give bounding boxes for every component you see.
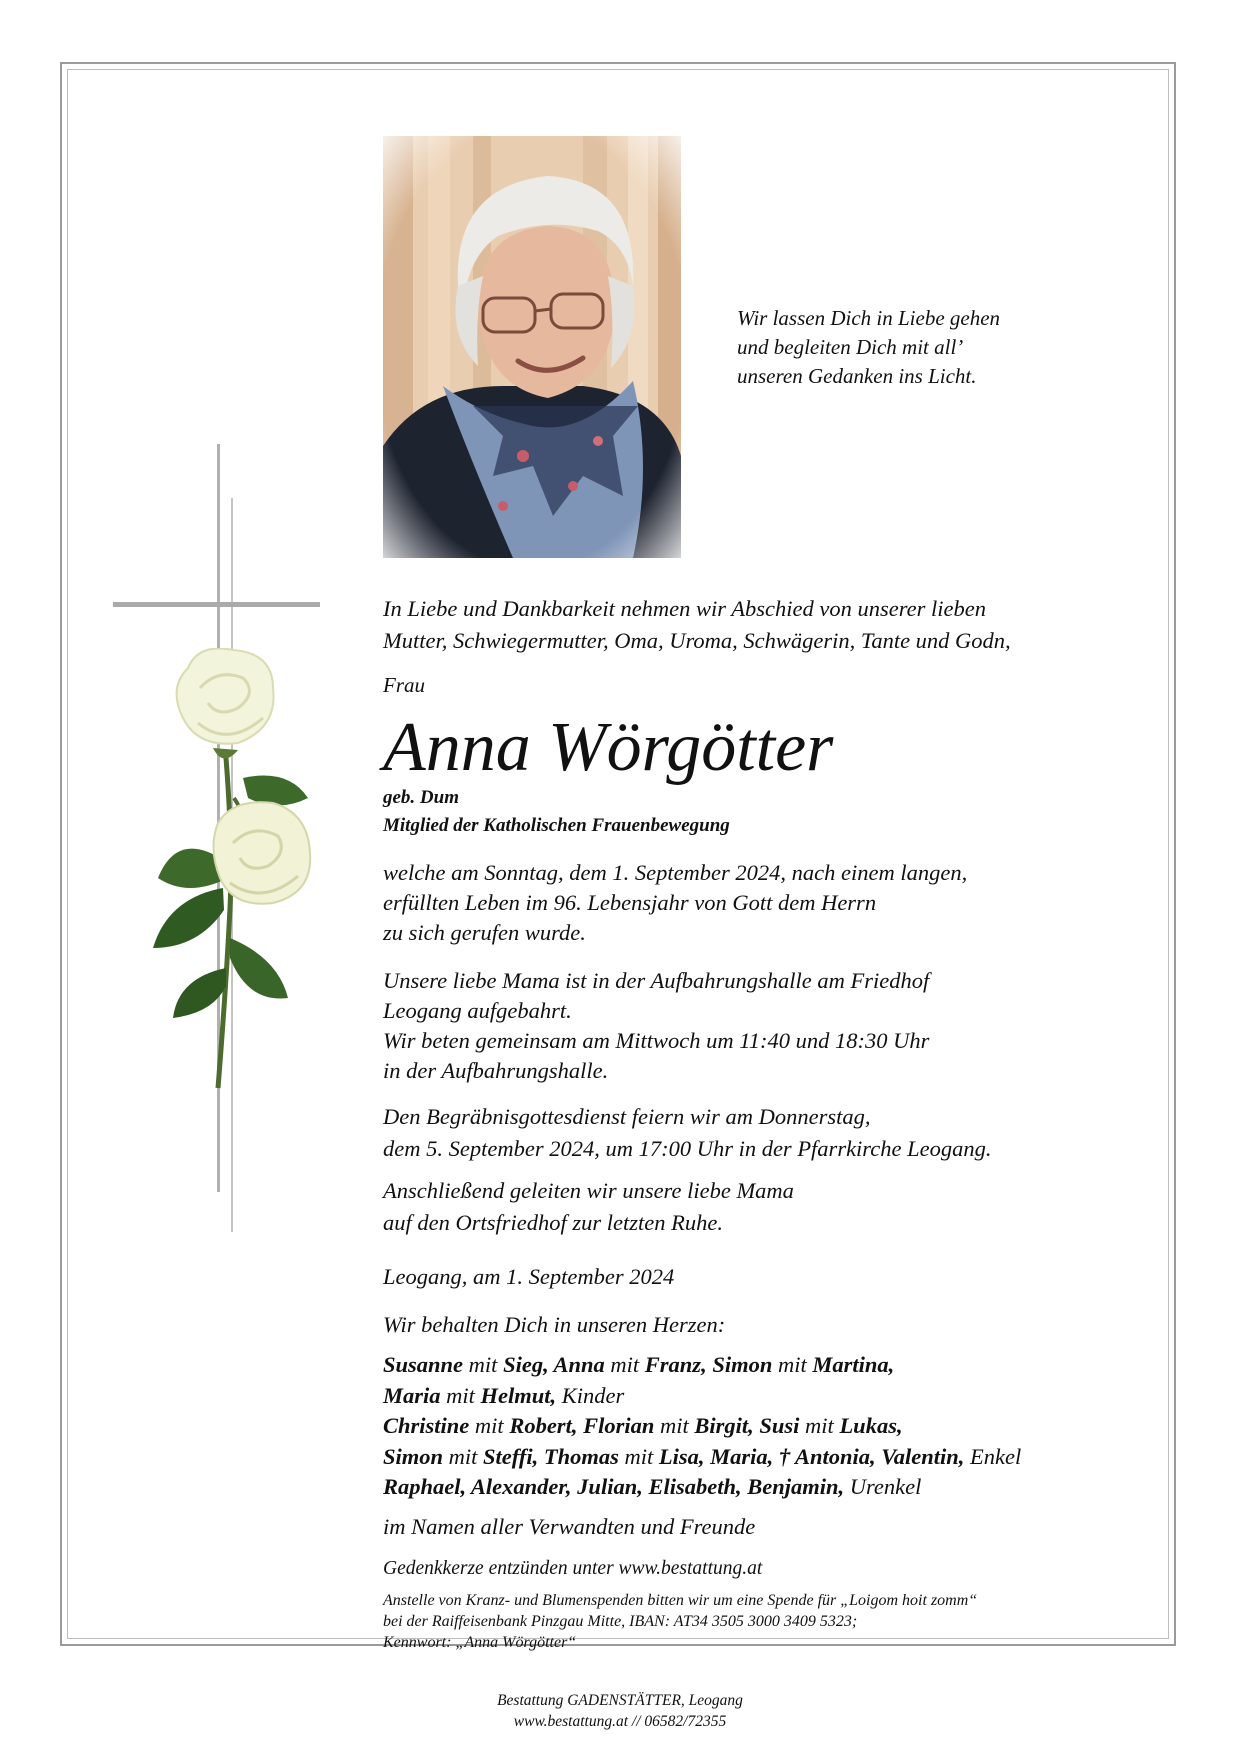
viewing-line: Wir beten gemeinsam am Mittwoch um 11:40 und 18:30 Uhr bbox=[383, 1028, 930, 1053]
family-line-children: Susanne mit Sieg, Anna mit Franz, Simon mit Martina, bbox=[383, 1352, 895, 1377]
candle-line: Gedenkkerze entzünden unter www.bestattung.at bbox=[383, 1558, 763, 1579]
donation-line: Anstelle von Kranz- und Blumenspenden bitten wir um eine Spende für „Loigom hoit zomm“ bbox=[383, 1592, 978, 1609]
intro-line: In Liebe und Dankbarkeit nehmen wir Abschied von unserer lieben bbox=[383, 596, 986, 621]
death-notice-line: erfüllten Leben im 96. Lebensjahr von Gott dem Herrn bbox=[383, 890, 877, 915]
poem-line: unseren Gedanken ins Licht. bbox=[737, 364, 977, 388]
family-list bbox=[383, 1350, 1021, 1503]
poem-line: und begleiten Dich mit all’ bbox=[737, 335, 964, 359]
footer-contact: www.bestattung.at // 06582/72355 bbox=[513, 1713, 727, 1730]
burial-line: Anschließend geleiten wir unsere liebe Mama bbox=[383, 1178, 794, 1203]
viewing-line: Leogang aufgebahrt. bbox=[383, 998, 572, 1023]
death-notice-line: welche am Sonntag, dem 1. September 2024, nach einem langen, bbox=[383, 860, 968, 885]
relatives-line: im Namen aller Verwandten und Freunde bbox=[383, 1514, 756, 1539]
deceased-name: Anna Wörgötter bbox=[383, 709, 834, 786]
maiden-name: geb. Dum bbox=[383, 787, 459, 808]
donation-line: Kennwort: „Anna Wörgötter“ bbox=[383, 1634, 577, 1651]
salutation: Frau bbox=[383, 673, 425, 697]
family-line-great-grandchildren: Raphael, Alexander, Julian, Elisabeth, Benjamin, Urenkel bbox=[383, 1474, 922, 1499]
footer-company: Bestattung GADENSTÄTTER, Leogang bbox=[497, 1692, 743, 1709]
family-line-grandchildren: Simon mit Steffi, Thomas mit Lisa, Maria, † Antonia, Valentin, Enkel bbox=[383, 1443, 1022, 1469]
funeral-line: Den Begräbnisgottesdienst feiern wir am Donnerstag, bbox=[383, 1104, 871, 1129]
cross-horizontal-bar bbox=[113, 602, 320, 607]
membership: Mitglied der Katholischen Frauenbewegung bbox=[383, 815, 730, 836]
funeral-line: dem 5. September 2024, um 17:00 Uhr in der Pfarrkirche Leogang. bbox=[383, 1136, 992, 1161]
family-line-children: Maria mit Helmut, Kinder bbox=[383, 1382, 625, 1408]
place-date: Leogang, am 1. September 2024 bbox=[383, 1264, 675, 1289]
poem bbox=[737, 304, 1000, 391]
viewing-line: Unsere liebe Mama ist in der Aufbahrungshalle am Friedhof bbox=[383, 968, 930, 993]
family-line-grandchildren: Christine mit Robert, Florian mit Birgit, Susi mit Lukas, bbox=[383, 1413, 903, 1438]
portrait-photo bbox=[383, 136, 681, 558]
family-intro: Wir behalten Dich in unseren Herzen: bbox=[383, 1312, 726, 1337]
donation-line: bei der Raiffeisenbank Pinzgau Mitte, IBAN: AT34 3505 3000 3409 5323; bbox=[383, 1613, 858, 1630]
donation-note bbox=[383, 1590, 977, 1653]
burial-line: auf den Ortsfriedhof zur letzten Ruhe. bbox=[383, 1210, 723, 1235]
white-rose-icon bbox=[138, 648, 338, 1098]
poem-line: Wir lassen Dich in Liebe gehen bbox=[737, 306, 1001, 330]
undertaker-footer bbox=[0, 1690, 1240, 1732]
intro-line: Mutter, Schwiegermutter, Oma, Uroma, Schwägerin, Tante und Godn, bbox=[383, 628, 1011, 653]
death-notice-line: zu sich gerufen wurde. bbox=[383, 920, 586, 945]
viewing-line: in der Aufbahrungshalle. bbox=[383, 1058, 609, 1083]
